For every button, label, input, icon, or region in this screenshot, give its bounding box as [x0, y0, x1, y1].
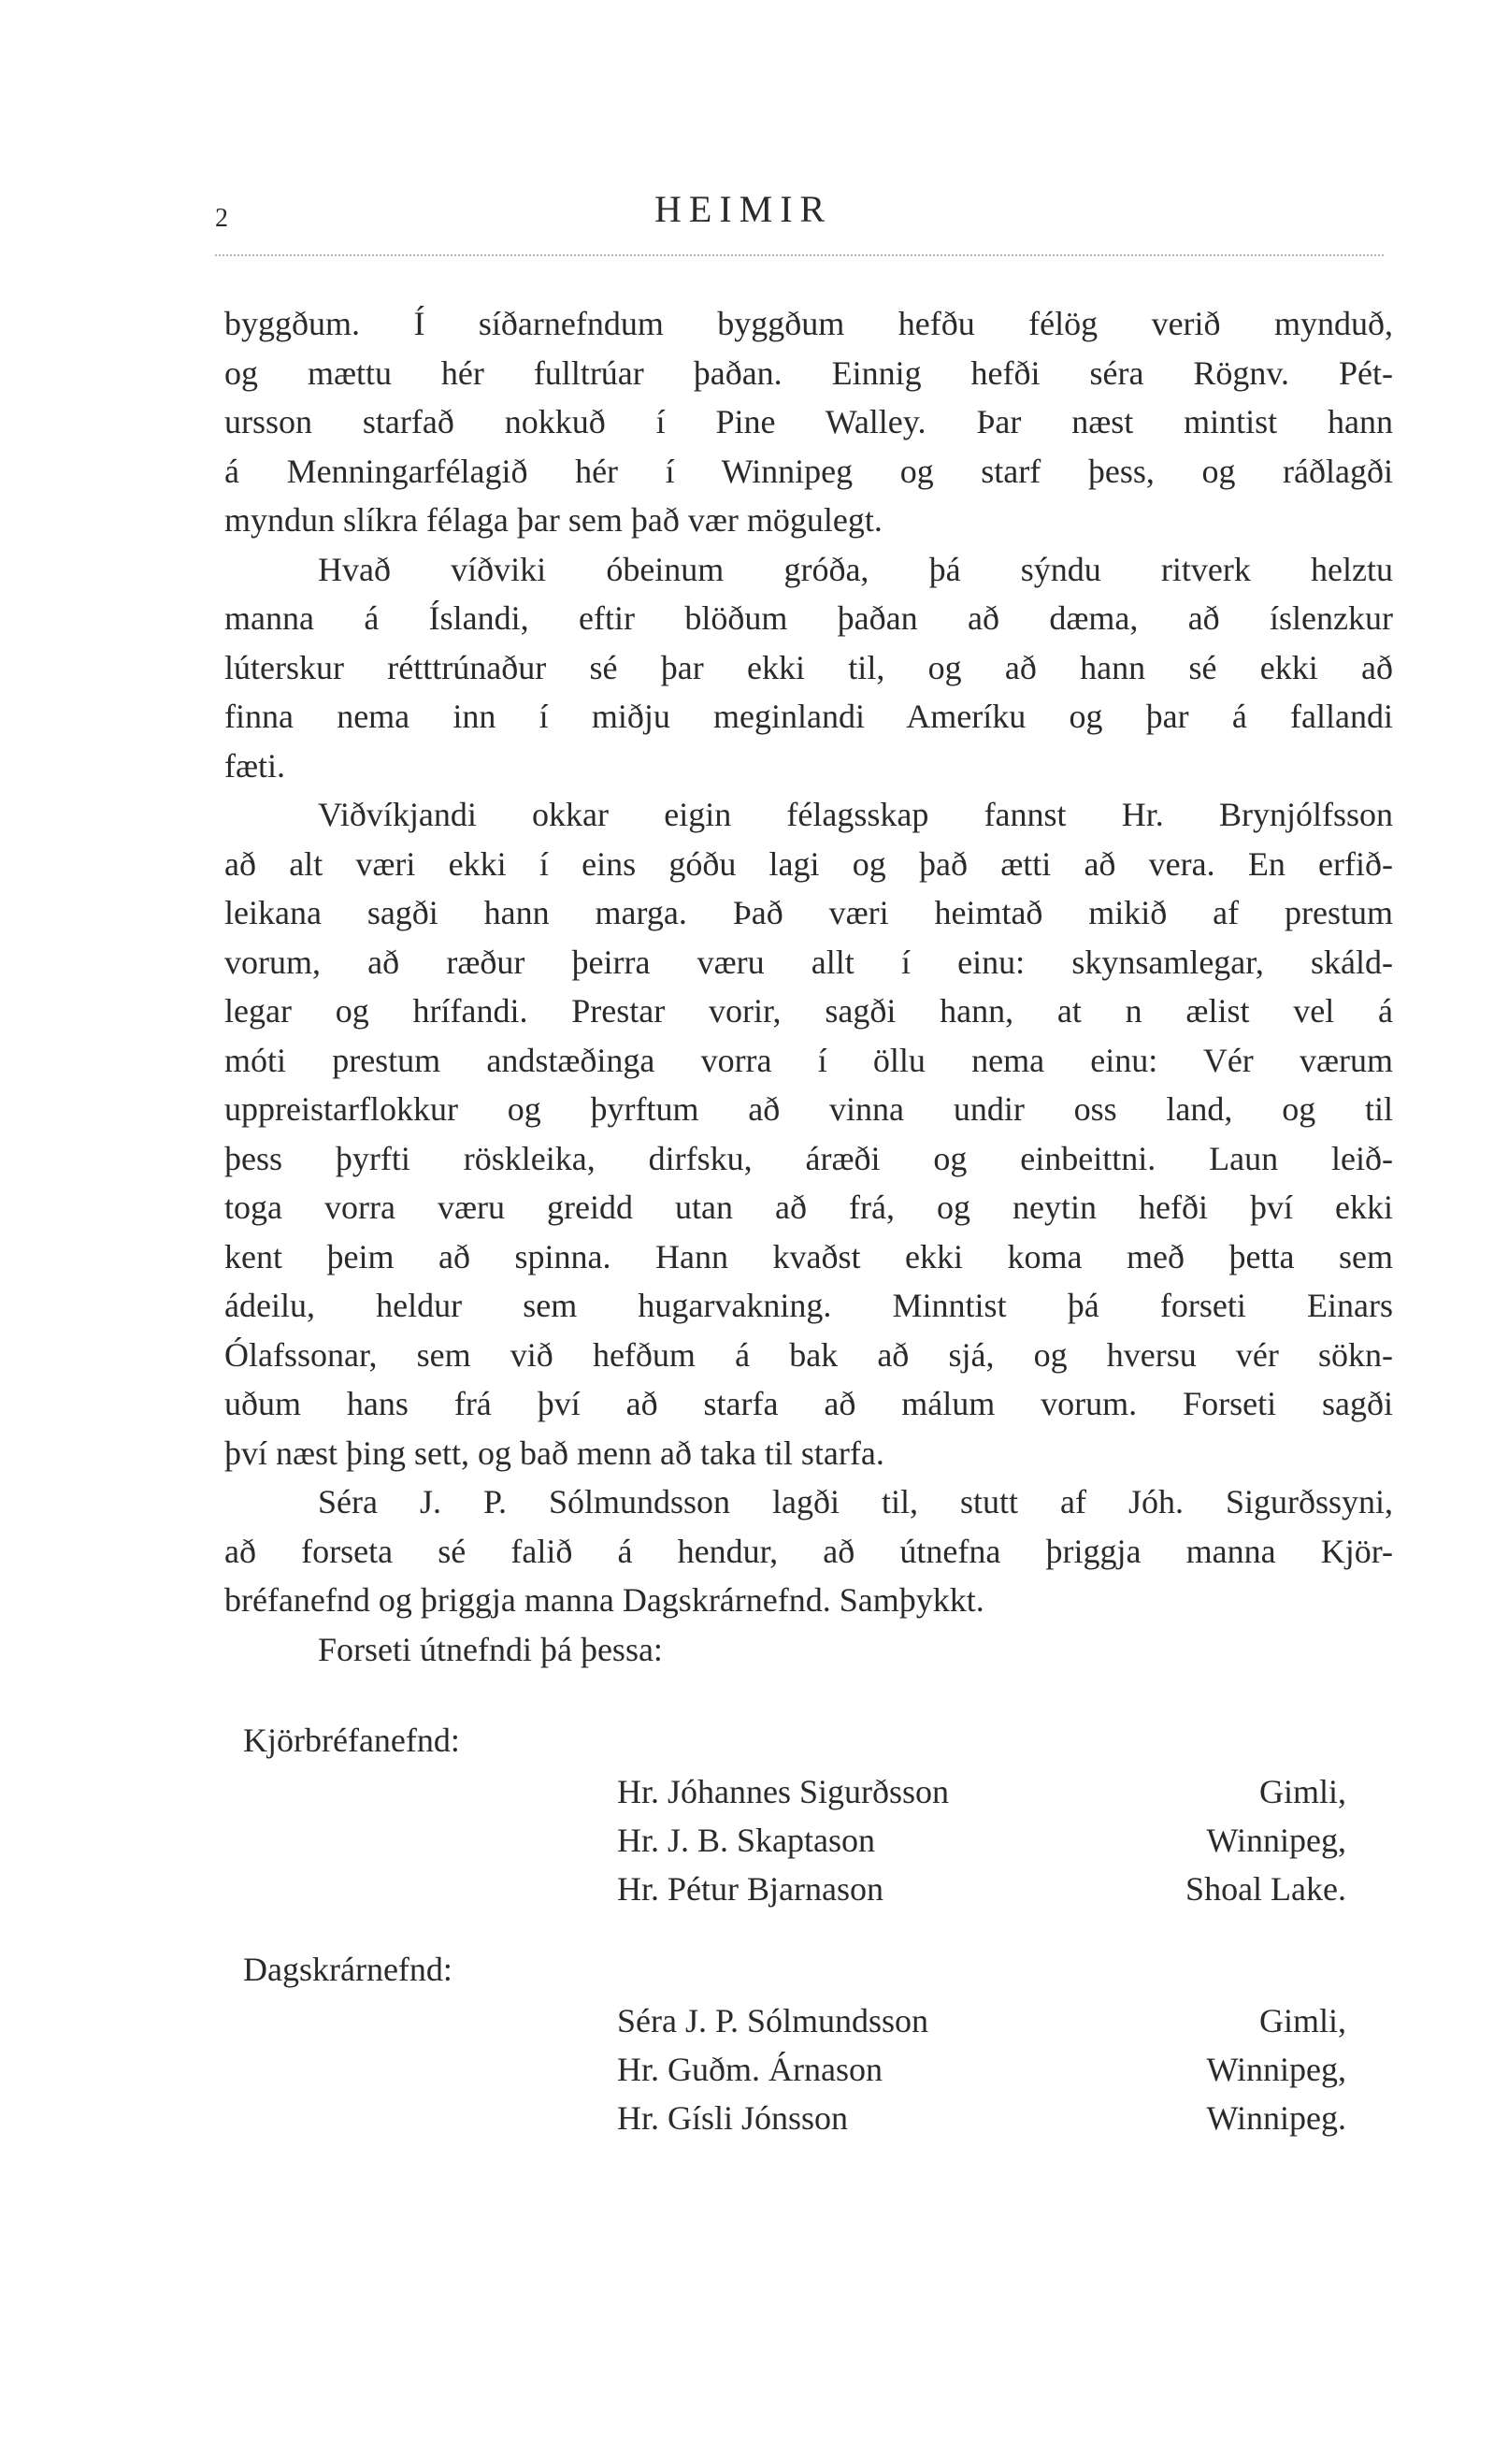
- body-text: [224, 299, 1393, 1674]
- text-line: Viðvíkjandi okkar eigin félagsskap fannst Hr. Brynjólfsson: [318, 796, 1393, 833]
- text-line: Séra J. P. Sólmundsson lagði til, stutt af Jóh. Sigurðssyni,: [318, 1483, 1393, 1520]
- text-line: fæti.: [224, 746, 286, 785]
- text-line: vorum, að ræður þeirra væru allt í einu: skynsamlegar, skáld-: [224, 943, 1393, 981]
- text-line: byggðum. Í síðarnefndum byggðum hefðu félög verið mynduð,: [224, 305, 1393, 342]
- committee-label: Kjörbréfanefnd:: [243, 1722, 460, 1759]
- committee-member-list: [617, 1767, 1346, 1913]
- committee-member: [617, 2094, 1346, 2142]
- committee-member: [617, 1865, 1346, 1913]
- page-number: 2: [215, 204, 228, 233]
- text-line: uppreistarflokkur og þyrftum að vinna undir oss land, og til: [224, 1090, 1393, 1128]
- text-line: að forseta sé falið á hendur, að útnefna þriggja manna Kjör-: [224, 1532, 1393, 1570]
- text-line: bréfanefnd og þriggja manna Dagskrárnefnd. Samþykkt.: [224, 1581, 984, 1619]
- text-line: leikana sagði hann marga. Það væri heimtað mikið af prestum: [224, 894, 1393, 931]
- text-line: myndun slíkra félaga þar sem það vær mögulegt.: [224, 501, 883, 539]
- text-line: kent þeim að spinna. Hann kvaðst ekki koma með þetta sem: [224, 1237, 1393, 1275]
- text-line: Hvað víðviki óbeinum gróða, þá sýndu ritverk helztu: [318, 550, 1393, 588]
- text-line: manna á Íslandi, eftir blöðum þaðan að dæma, að íslenzkur: [224, 599, 1393, 637]
- text-line: uðum hans frá því að starfa að málum vorum. Forseti sagði: [224, 1385, 1393, 1422]
- text-line: lúterskur rétttrúnaður sé þar ekki til, og að hann sé ekki að: [224, 648, 1393, 686]
- running-title: HEIMIR: [654, 188, 833, 230]
- member-place: Winnipeg.: [1206, 2099, 1346, 2137]
- committee-member: [617, 1816, 1346, 1865]
- header-rule: [215, 254, 1384, 256]
- member-place: Winnipeg,: [1206, 1822, 1346, 1859]
- text-line: þess þyrfti röskleika, dirfsku, áræði og einbeittni. Laun leið-: [224, 1139, 1393, 1177]
- text-line: finna nema inn í miðju meginlandi Ameríku og þar á fallandi: [224, 698, 1393, 735]
- text-line: ádeilu, heldur sem hugarvakning. Minntist þá forseti Einars: [224, 1287, 1393, 1324]
- member-name: Hr. Pétur Bjarnason: [617, 1870, 883, 1908]
- text-line: ursson starfað nokkuð í Pine Walley. Þar næst mintist hann: [224, 403, 1393, 440]
- text-line: legar og hrífandi. Prestar vorir, sagði hann, at n ælist vel á: [224, 992, 1393, 1030]
- text-line: Ólafssonar, sem við hefðum á bak að sjá, og hversu vér sökn-: [224, 1335, 1393, 1374]
- member-place: Gimli,: [1258, 1773, 1346, 1810]
- member-place: Winnipeg,: [1206, 2051, 1346, 2088]
- text-line: Forseti útnefndi þá þessa:: [318, 1630, 663, 1668]
- member-name: Hr. Guðm. Árnason: [617, 2051, 883, 2088]
- committee-member: [617, 1767, 1346, 1816]
- member-name: Hr. J. B. Skaptason: [617, 1822, 876, 1859]
- text-line: toga vorra væru greidd utan að frá, og neytin hefði því ekki: [224, 1189, 1393, 1226]
- member-name: Hr. Gísli Jónsson: [617, 2099, 849, 2137]
- committee-member-list: [617, 1996, 1346, 2142]
- member-place: Shoal Lake.: [1185, 1870, 1346, 1908]
- page-header: [215, 187, 1384, 243]
- committee-label: Dagskrárnefnd:: [243, 1951, 452, 1988]
- member-name: Séra J. P. Sólmundsson: [617, 2002, 929, 2039]
- committee-member: [617, 1996, 1346, 2045]
- text-line: og mættu hér fulltrúar þaðan. Einnig hefði séra Rögnv. Pét-: [224, 353, 1393, 392]
- committee-member: [617, 2045, 1346, 2094]
- member-place: Gimli,: [1258, 2002, 1346, 2039]
- text-line: móti prestum andstæðinga vorra í öllu nema einu: Vér værum: [224, 1041, 1393, 1079]
- text-line: á Menningarfélagið hér í Winnipeg og starf þess, og ráðlagði: [224, 452, 1393, 490]
- text-line: að alt væri ekki í eins góðu lagi og það ætti að vera. En erfið-: [224, 844, 1393, 883]
- text-line: því næst þing sett, og bað menn að taka til starfa.: [224, 1434, 884, 1472]
- member-name: Hr. Jóhannes Sigurðsson: [617, 1773, 950, 1810]
